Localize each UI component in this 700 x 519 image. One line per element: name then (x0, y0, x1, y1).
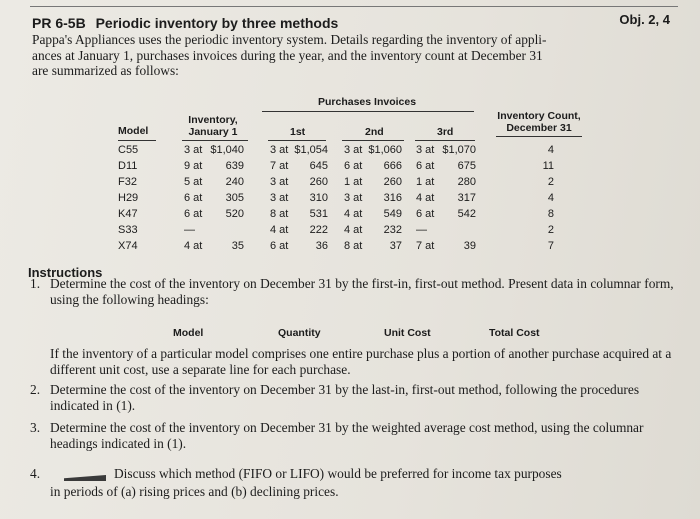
cell-inv-q: 4 at (184, 240, 203, 252)
header-third-rule (415, 140, 475, 141)
item-3-number: 3. (30, 420, 41, 435)
header-model: Model (118, 125, 149, 137)
cell-inv-c: 305 (225, 192, 244, 204)
note-text: If the inventory of a particular model comprises one entire purchase plus a portion of another purchase acquired at a different unit cost, use a separate line for each purchase. (50, 346, 672, 377)
header-model-rule (118, 140, 156, 141)
header-count (488, 110, 590, 134)
header-inventory (180, 114, 246, 138)
cell-p3-c: $1,070 (442, 144, 476, 156)
cell-count: 2 (547, 224, 554, 236)
cell-p1-q: 7 at (270, 160, 289, 172)
cell-p2-c: $1,060 (368, 144, 402, 156)
purchases-rule (262, 111, 474, 112)
cell-p3-c: 280 (457, 176, 476, 188)
purchases-invoices-title: Purchases Invoices (318, 96, 417, 108)
intro-line-2: ances at January 1, purchases invoices during the year, and the inventory count at December 31 (32, 47, 543, 63)
cell-p3-q: 6 at (416, 160, 435, 172)
problem-title (32, 15, 338, 31)
header-third: 3rd (437, 126, 454, 138)
problem-code: PR 6-5B (32, 15, 86, 31)
instructions-heading: Instructions (28, 265, 103, 280)
item-3-text: Determine the cost of the inventory on December 31 by the weighted average cost method, using the columnar headings indicated in (1). (50, 420, 644, 451)
cell-inv-c: $1,040 (210, 144, 244, 156)
cell-p3-q: — (416, 224, 427, 236)
cell-count: 11 (542, 160, 554, 172)
column-heading-total-cost: Total Cost (489, 327, 540, 339)
cell-p3-c: 675 (457, 160, 476, 172)
cell-p3-q: 4 at (416, 192, 435, 204)
cell-inv-q: 9 at (184, 160, 203, 172)
cell-model: S33 (118, 224, 138, 236)
cell-p1-c: 222 (309, 224, 328, 236)
cell-p3-q: 1 at (416, 176, 435, 188)
problem-intro (32, 32, 672, 79)
header-first: 1st (290, 126, 306, 138)
cell-p2-c: 260 (383, 176, 402, 188)
cell-count: 7 (547, 240, 554, 252)
cell-p1-c: 36 (315, 240, 328, 252)
cell-p3-q: 3 at (416, 144, 435, 156)
cell-model: C55 (118, 144, 139, 156)
cell-model: D11 (118, 160, 138, 172)
column-heading-unit-cost: Unit Cost (384, 327, 431, 339)
objective-label: Obj. 2, 4 (619, 12, 670, 27)
cell-p2-q: 4 at (344, 208, 363, 220)
item-2-number: 2. (30, 382, 41, 397)
cell-p2-c: 37 (389, 240, 402, 252)
pencil-icon (64, 475, 106, 481)
intro-line-1: Pappa's Appliances uses the periodic inventory system. Details regarding the inventory of appli- (32, 32, 547, 47)
header-inventory-line2: January 1 (188, 126, 238, 138)
cell-p3-c: 39 (463, 240, 476, 252)
cell-p2-c: 549 (383, 208, 402, 220)
cell-p1-q: 8 at (270, 208, 289, 220)
cell-p2-q: 1 at (344, 176, 363, 188)
cell-inv-q: — (184, 224, 195, 236)
cell-inv-q: 6 at (184, 208, 203, 220)
header-count-rule (496, 136, 582, 137)
top-rule (30, 6, 678, 7)
cell-count: 4 (547, 144, 554, 156)
cell-count: 2 (547, 176, 554, 188)
cell-model: F32 (118, 176, 137, 188)
cell-model: X74 (118, 240, 138, 252)
cell-p3-c: 317 (457, 192, 476, 204)
cell-model: H29 (118, 192, 139, 204)
cell-p1-q: 3 at (270, 192, 289, 204)
item-4-number: 4. (30, 466, 41, 481)
cell-p1-c: 260 (309, 176, 328, 188)
cell-p1-c: 645 (309, 160, 328, 172)
cell-p3-q: 7 at (416, 240, 435, 252)
cell-count: 8 (547, 208, 554, 220)
cell-p1-q: 3 at (270, 144, 289, 156)
column-heading-model: Model (173, 327, 204, 339)
header-first-rule (268, 140, 326, 141)
cell-count: 4 (547, 192, 554, 204)
header-second: 2nd (365, 126, 384, 138)
cell-p1-c: 531 (309, 208, 328, 220)
column-heading-quantity: Quantity (278, 327, 321, 339)
header-count-line1: Inventory Count, (497, 110, 581, 122)
header-inventory-rule (182, 140, 248, 141)
cell-p3-c: 542 (457, 208, 476, 220)
cell-p2-q: 8 at (344, 240, 363, 252)
cell-p2-q: 6 at (344, 160, 363, 172)
cell-inv-c: 520 (225, 208, 244, 220)
item-4-text-line2: in periods of (a) rising prices and (b) declining prices. (50, 484, 339, 499)
cell-inv-c: 35 (231, 240, 244, 252)
header-inventory-line1: Inventory, (188, 114, 238, 126)
cell-inv-c: 639 (225, 160, 244, 172)
cell-p1-c: $1,054 (294, 144, 328, 156)
cell-p1-c: 310 (309, 192, 328, 204)
cell-p2-c: 316 (383, 192, 402, 204)
cell-model: K47 (118, 208, 138, 220)
cell-inv-q: 5 at (184, 176, 203, 188)
cell-p2-c: 232 (383, 224, 402, 236)
item-1-number: 1. (30, 276, 41, 291)
item-1-text: Determine the cost of the inventory on December 31 by the first-in, first-out method. Present data in columnar form, using the following headings: (50, 276, 674, 307)
item-4-text-line1: Discuss which method (FIFO or LIFO) would be preferred for income tax purposes (114, 466, 562, 481)
header-second-rule (342, 140, 404, 141)
cell-p1-q: 3 at (270, 176, 289, 188)
cell-p2-q: 3 at (344, 144, 363, 156)
header-count-line2: December 31 (506, 122, 572, 134)
cell-inv-q: 6 at (184, 192, 203, 204)
cell-p2-q: 4 at (344, 224, 363, 236)
intro-line-3: are summarized as follows: (32, 63, 179, 78)
cell-p1-q: 4 at (270, 224, 289, 236)
cell-p3-q: 6 at (416, 208, 435, 220)
item-2-text: Determine the cost of the inventory on December 31 by the last-in, first-out method, following the procedures indicated in (1). (50, 382, 640, 413)
cell-p2-c: 666 (383, 160, 402, 172)
cell-inv-c: 240 (225, 176, 244, 188)
cell-p2-q: 3 at (344, 192, 363, 204)
cell-inv-q: 3 at (184, 144, 203, 156)
problem-name: Periodic inventory by three methods (95, 15, 339, 31)
cell-p1-q: 6 at (270, 240, 289, 252)
